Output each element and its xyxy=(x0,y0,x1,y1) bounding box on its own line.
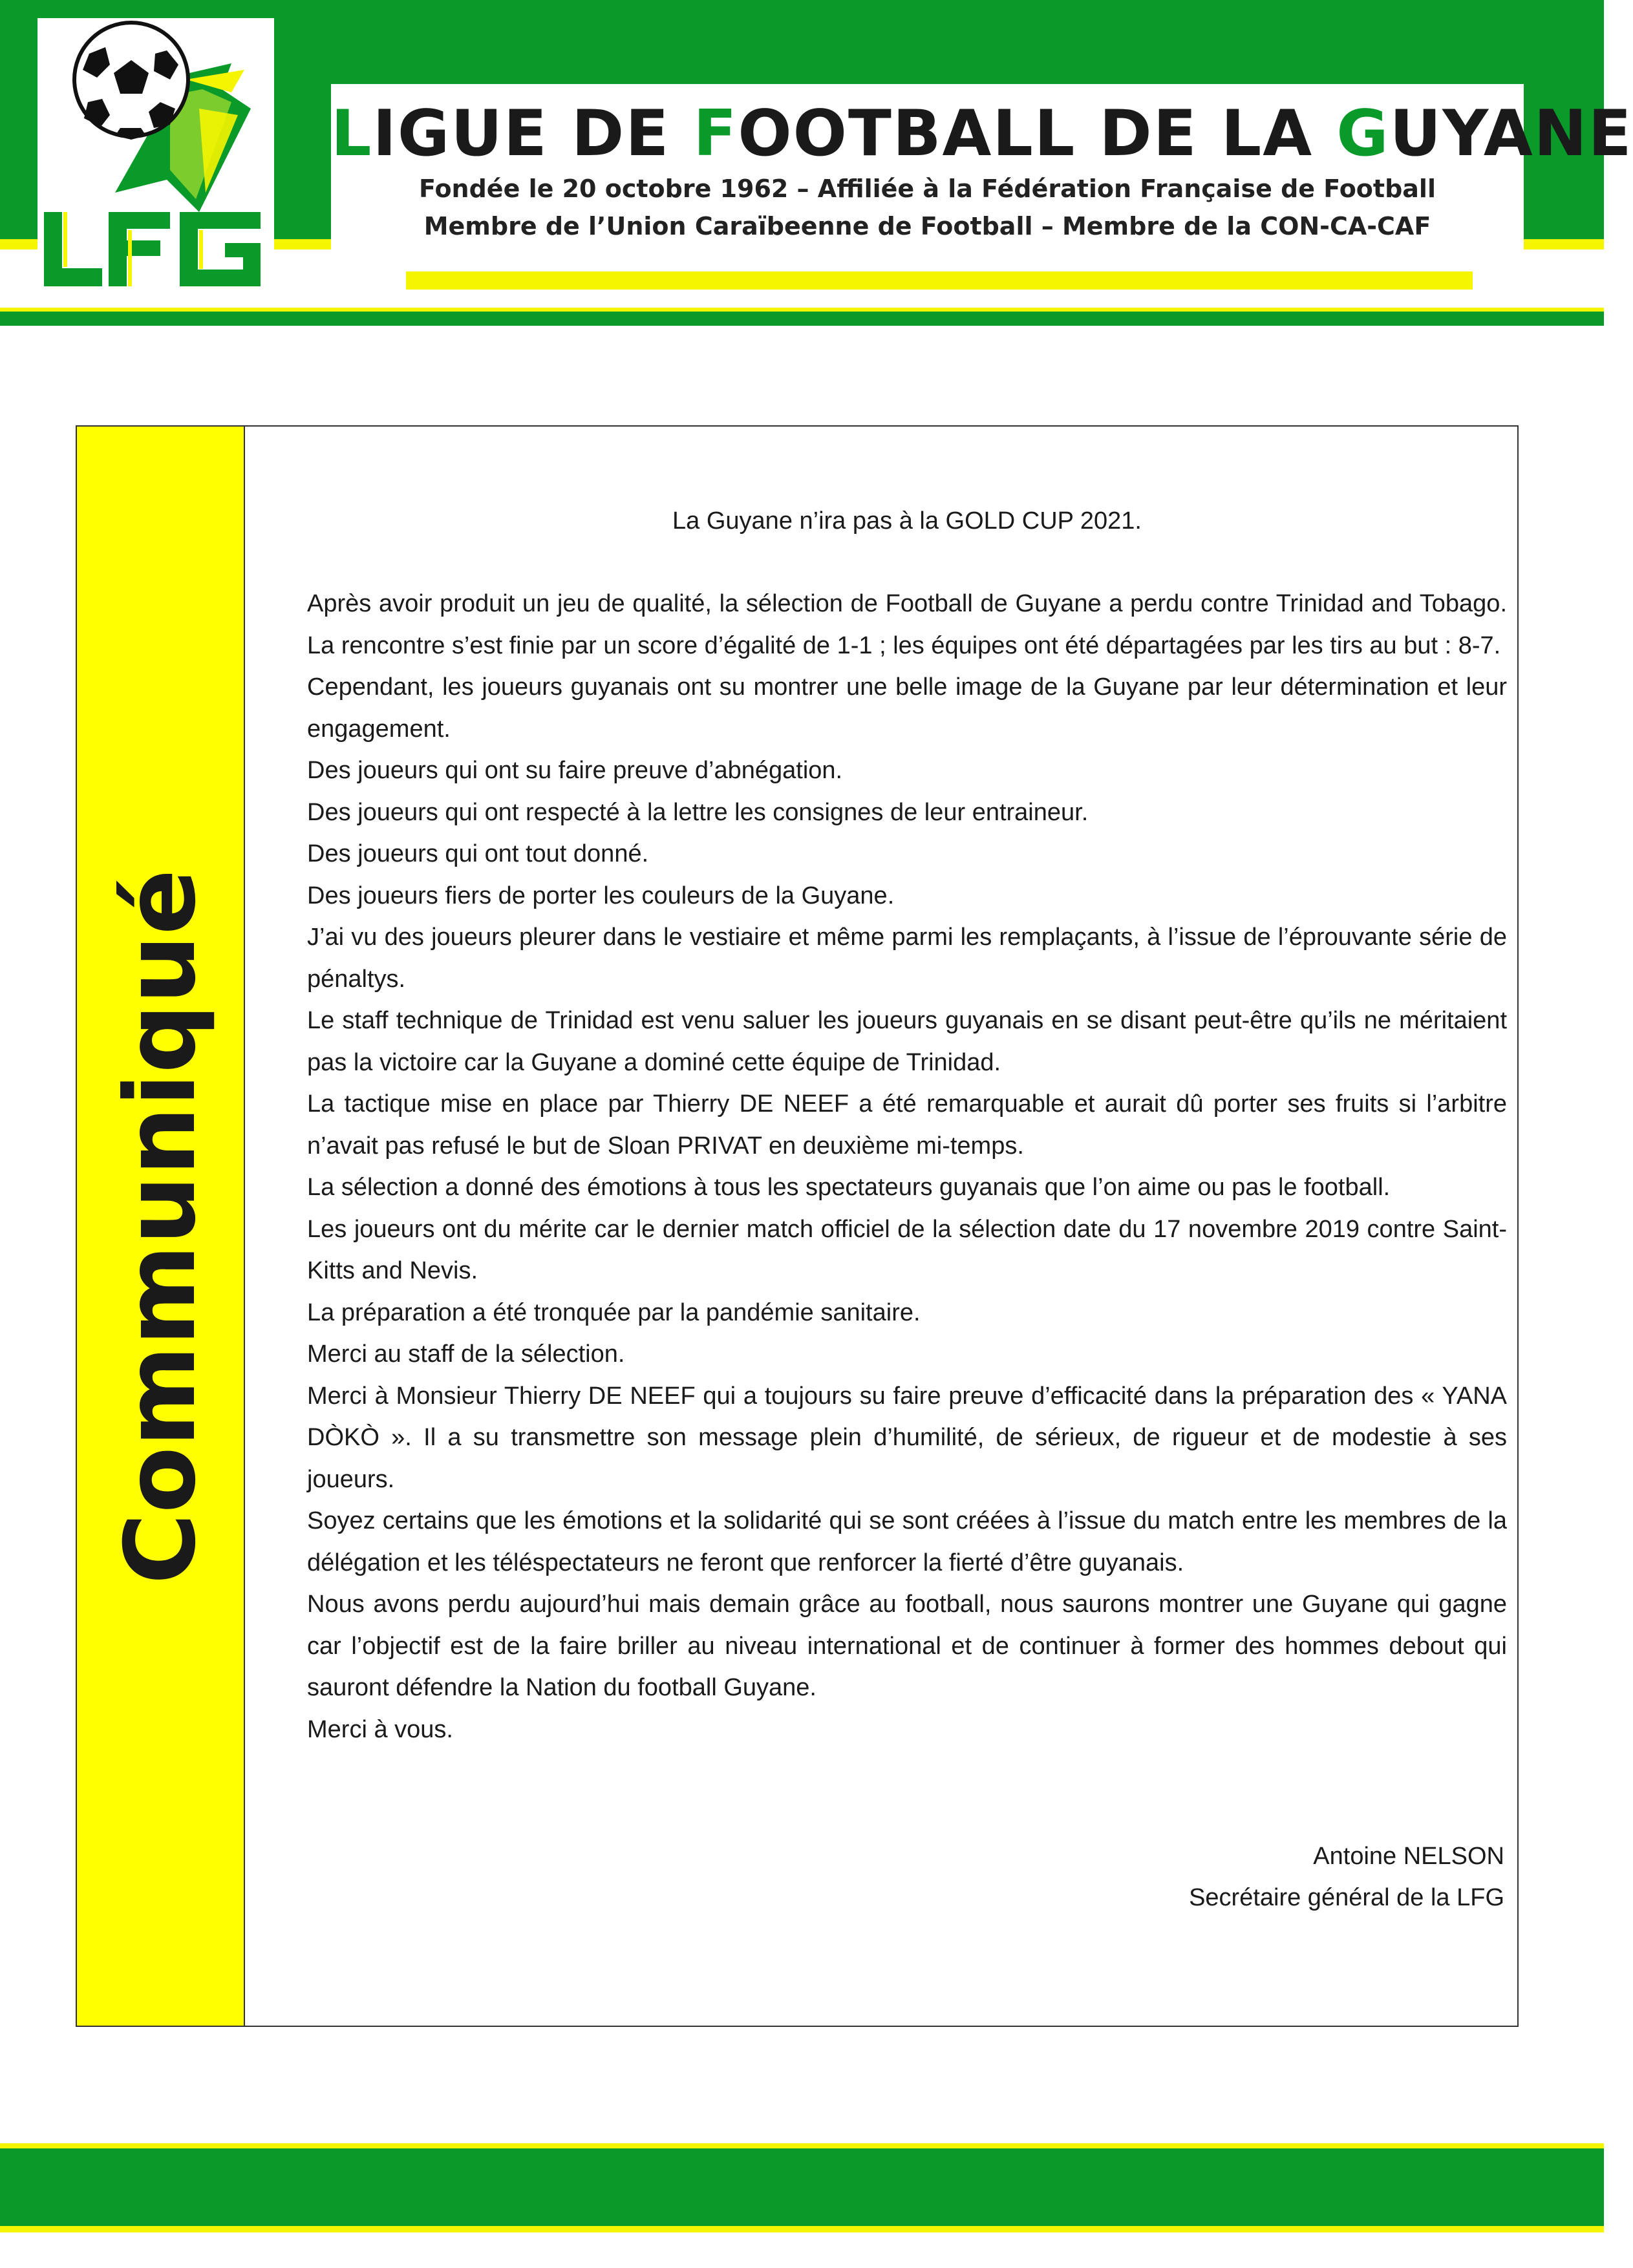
organization-title: LIGUE DE FOOTBALL DE LA GUYANE xyxy=(331,97,1633,171)
founding-affiliation-line: Fondée le 20 octobre 1962 – Affiliée à la Fédération Française de Football xyxy=(419,175,1436,203)
body-paragraph: Merci à vous. xyxy=(307,1715,453,1743)
footer-yellow-stripe xyxy=(0,2143,1604,2148)
communique-box xyxy=(76,425,1519,2027)
membership-line: Membre de l’Union Caraïbeenne de Football – Membre de la CON-CA-CAF xyxy=(423,212,1431,240)
communique-title: La Guyane n’ira pas à la GOLD CUP 2021. xyxy=(672,507,1142,535)
body-paragraph: Après avoir produit un jeu de qualité, la sélection de Football de Guyane a perdu contre Trinidad and Tobago. La rencontre s’est finie par un score d’égalité de 1-1 ; les équipes ont été départagées par les tirs au but : 8-7. xyxy=(307,590,1507,659)
body-paragraph: Nous avons perdu aujourd’hui mais demain grâce au football, nous saurons montrer une Guyane qui gagne car l’objectif est de la faire briller au niveau international et de continuer à former des hommes debout qui sauront défendre la Nation du football Guyane. xyxy=(307,1591,1507,1701)
footer-bottom-yellow-stripe xyxy=(0,2226,1604,2232)
body-paragraph: Des joueurs fiers de porter les couleurs de la Guyane. xyxy=(307,882,895,909)
communique-body xyxy=(307,583,1507,1750)
communique-side-label: Communiqué xyxy=(105,869,217,1585)
body-paragraph: J’ai vu des joueurs pleurer dans le vestiaire et même parmi les remplaçants, à l’issue de l’éprouvante série de pénaltys. xyxy=(307,924,1507,993)
header-title-panel xyxy=(331,84,1633,307)
body-paragraph: Des joueurs qui ont su faire preuve d’abnégation. xyxy=(307,757,843,784)
body-paragraph: La préparation a été tronquée par la pandémie sanitaire. xyxy=(307,1298,921,1326)
communique-content xyxy=(307,500,1507,1750)
body-paragraph: Des joueurs qui ont respecté à la lettre les consignes de leur entraineur. xyxy=(307,798,1089,826)
body-paragraph: Des joueurs qui ont tout donné. xyxy=(307,840,649,867)
body-paragraph: La sélection a donné des émotions à tous les spectateurs guyanais que l’on aime ou pas le football. xyxy=(307,1174,1391,1201)
body-paragraph: Merci à Monsieur Thierry DE NEEF qui a toujours su faire preuve d’efficacité dans la préparation des « YANA DÒKÒ ». Il a su transmettre son message plein d’humilité, de sérieux, de rigueur et de modestie à ses joueurs. xyxy=(307,1382,1507,1493)
side-label-panel xyxy=(77,427,245,2026)
football-logo-icon xyxy=(37,18,274,297)
signature-role: Secrétaire général de la LFG xyxy=(1189,1884,1504,1911)
header-bottom-green-stripe xyxy=(0,312,1604,326)
signature-block xyxy=(1189,1836,1504,1918)
body-paragraph: Merci au staff de la sélection. xyxy=(307,1341,625,1368)
body-paragraph: Les joueurs ont du mérite car le dernier match officiel de la sélection date du 17 novembre 2019 contre Saint-Kitts and Nevis. xyxy=(307,1215,1507,1284)
body-paragraph: Soyez certains que les émotions et la solidarité qui se sont créées à l’issue du match entre les membres de la délégation et les téléspectateurs ne feront que renforcer la fierté d’être guyanais. xyxy=(307,1507,1507,1576)
signature-name: Antoine NELSON xyxy=(1313,1843,1504,1870)
lfg-logo xyxy=(37,18,274,297)
title-underline-bar xyxy=(406,271,1473,290)
body-paragraph: Cependant, les joueurs guyanais ont su montrer une belle image de la Guyane par leur détermination et leur engagement. xyxy=(307,673,1507,743)
footer-band xyxy=(0,2148,1604,2226)
body-paragraph: La tactique mise en place par Thierry DE NEEF a été remarquable et aurait dû porter ses fruits si l’arbitre n’avait pas refusé le but de Sloan PRIVAT en deuxième mi-temps. xyxy=(307,1090,1507,1160)
body-paragraph: Le staff technique de Trinidad est venu saluer les joueurs guyanais en se disant peut-être qu’ils ne méritaient pas la victoire car la Guyane a dominé cette équipe de Trinidad. xyxy=(307,1007,1507,1076)
